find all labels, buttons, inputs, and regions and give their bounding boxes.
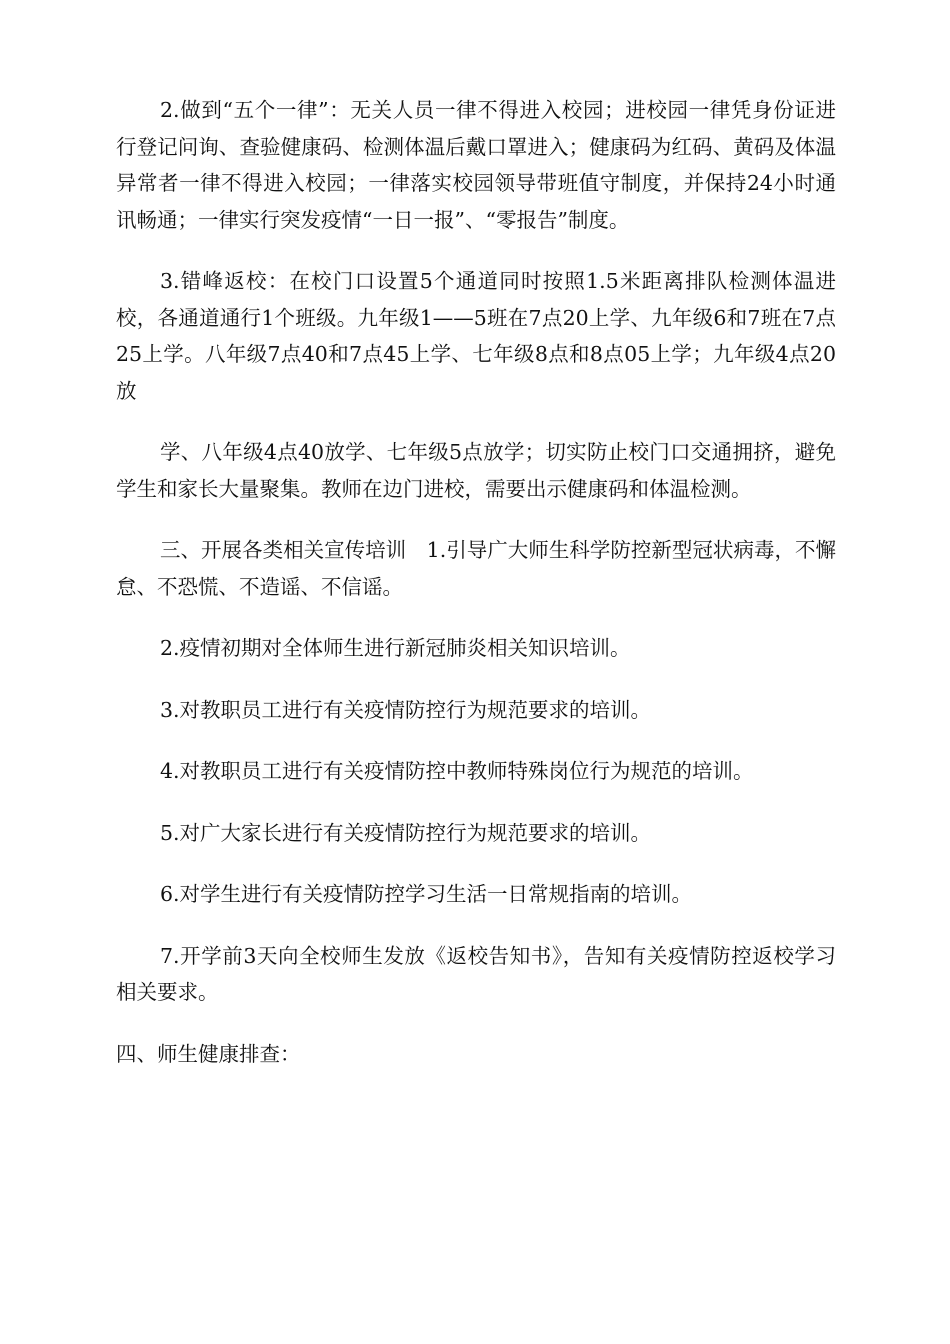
paragraph-training-4: 4.对教职员工进行有关疫情防控中教师特殊岗位行为规范的培训。: [160, 759, 754, 783]
section-heading-health-check: 四、师生健康排查：: [116, 1041, 301, 1066]
paragraph-training-2: 2.疫情初期对全体师生进行新冠肺炎相关知识培训。: [160, 636, 631, 660]
paragraph-training-3: 3.对教职员工进行有关疫情防控行为规范要求的培训。: [160, 697, 652, 722]
paragraph-five-rules: 2.做到“五个一律”：无关人员一律不得进入校园；进校园一律凭身份证进行登记问询、查验健康码、检测体温后戴口罩进入；健康码为红码、黄码及体温异常者一律不得进入校园；一律落实校园领导带班值守制度，并保持24小时通讯畅通；一律实行突发疫情“一日一报”、“零报告”制度。: [116, 98, 836, 232]
paragraph-staggered-return: 3.错峰返校：在校门口设置5个通道同时按照1.5米距离排队检测体温进校，各通道通行1个班级。九年级1——5班在7点20上学、九年级6和7班在7点25上学。八年级7点40和7点45上学、七年级8点和8点05上学；九年级4点20放: [116, 269, 836, 403]
paragraph-training-5: 5.对广大家长进行有关疫情防控行为规范要求的培训。: [160, 820, 652, 845]
paragraph-dismissal-times: 学、八年级4点40放学、七年级5点放学；切实防止校门口交通拥挤，避免学生和家长大量聚集。教师在边门进校，需要出示健康码和体温检测。: [116, 440, 836, 501]
section-heading-training: 三、开展各类相关宣传培训 1.引导广大师生科学防控新型冠状病毒，不懈怠、不恐慌、不造谣、不信谣。: [116, 538, 836, 599]
paragraph-training-7: 7.开学前3天向全校师生发放《返校告知书》，告知有关疫情防控返校学习相关要求。: [116, 943, 836, 1004]
paragraph-training-6: 6.对学生进行有关疫情防控学习生活一日常规指南的培训。: [160, 882, 693, 906]
document-page: [116, 92, 836, 1097]
